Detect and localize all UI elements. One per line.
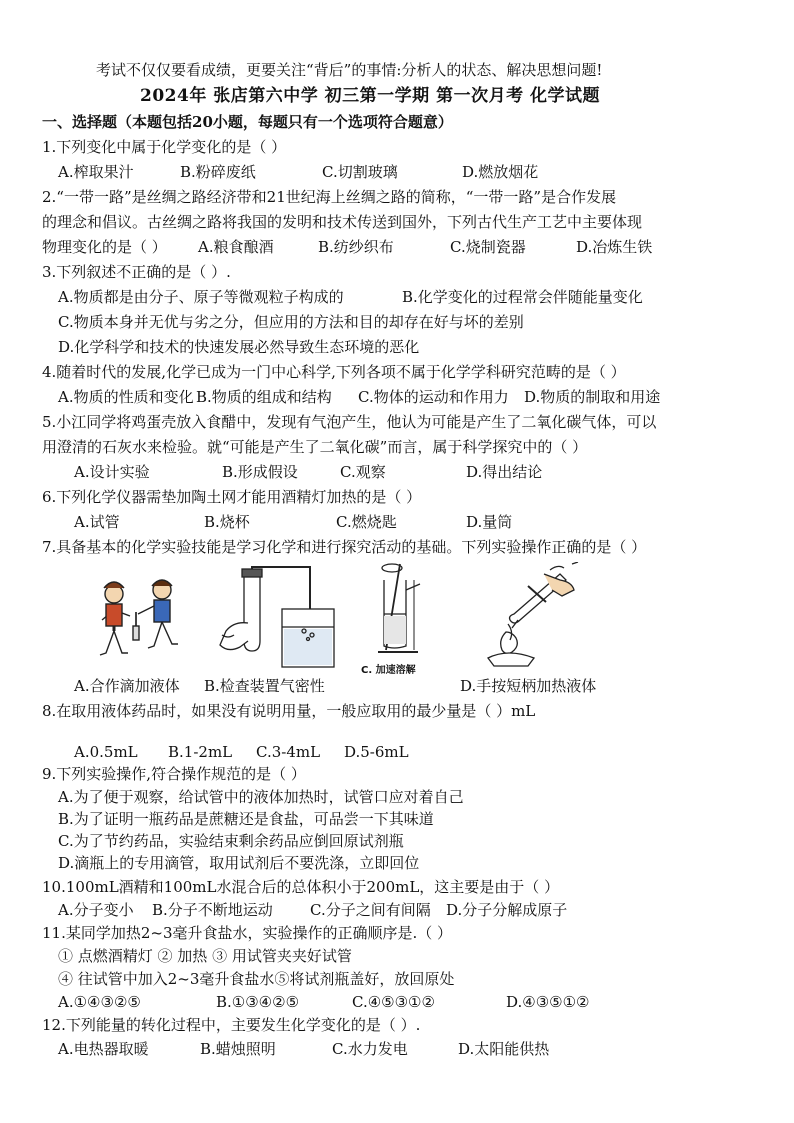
q11-option-b: B.①③④②⑤ bbox=[216, 993, 300, 1011]
q11-steps-line-1: ① 点燃酒精灯 ② 加热 ③ 用试管夹夹好试管 bbox=[58, 947, 352, 965]
q7-stem: 7.具备基本的化学实验技能是学习化学和进行探究活动的基础。下列实验操作正确的是（ ） bbox=[42, 538, 647, 556]
q3-option-c: C.物质本身并无优与劣之分，但应用的方法和目的却存在好与坏的差别 bbox=[58, 313, 524, 331]
q3-option-b: B.化学变化的过程常会伴随能量变化 bbox=[402, 288, 643, 306]
q2-option-d: D.冶炼生铁 bbox=[576, 238, 653, 256]
q8-option-c: C.3-4mL bbox=[256, 743, 321, 761]
q3-option-a: A.物质都是由分子、原子等微观粒子构成的 bbox=[58, 288, 344, 306]
motto: 考试不仅仅要看成绩，更要关注“背后”的事情:分析人的状态、解决思想问题! bbox=[96, 61, 603, 79]
q2-option-b: B.纺纱织布 bbox=[318, 238, 394, 256]
q12-option-d: D.太阳能供热 bbox=[458, 1040, 550, 1058]
q5-option-d: D.得出结论 bbox=[466, 463, 543, 481]
heating-test-tube-figure bbox=[474, 562, 586, 668]
q12-stem: 12.下列能量的转化过程中，主要发生化学变化的是（ ）. bbox=[42, 1016, 421, 1034]
q12-option-c: C.水力发电 bbox=[332, 1040, 408, 1058]
q5-option-c: C.观察 bbox=[340, 463, 386, 481]
q9-stem: 9.下列实验操作,符合操作规范的是（ ） bbox=[42, 765, 306, 783]
q12-option-a: A.电热器取暖 bbox=[58, 1040, 149, 1058]
q3-option-d: D.化学科学和技术的快速发展必然导致生态环境的恶化 bbox=[58, 338, 420, 356]
q8-option-b: B.1-2mL bbox=[168, 743, 233, 761]
q2-line-2: 的理念和倡议。古丝绸之路将我国的发明和技术传送到国外，下列古代生产工艺中主要体现 bbox=[42, 213, 643, 231]
q9-option-d: D.滴瓶上的专用滴管，取用试剂后不要洗涤，立即回位 bbox=[58, 854, 420, 872]
q7-option-a: A.合作滴加液体 bbox=[74, 677, 180, 695]
q9-option-a: A.为了便于观察，给试管中的液体加热时，试管口应对着自己 bbox=[58, 788, 464, 806]
airtightness-check-figure bbox=[212, 563, 352, 675]
q3-stem: 3.下列叙述不正确的是（ ）. bbox=[42, 263, 231, 281]
q11-stem: 11.某同学加热2~3毫升食盐水，实验操作的正确顺序是.（ ） bbox=[42, 924, 453, 942]
q1-option-d: D.燃放烟花 bbox=[462, 163, 539, 181]
q4-option-a: A.物质的性质和变化 bbox=[58, 388, 194, 406]
q7-option-b: B.检查装置气密性 bbox=[204, 677, 325, 695]
dissolving-stir-figure bbox=[370, 560, 440, 660]
q4-option-d: D.物质的制取和用途 bbox=[524, 388, 661, 406]
q1-option-a: A.榨取果汁 bbox=[58, 163, 134, 181]
q2-line-1: 2.“一带一路”是丝绸之路经济带和21世纪海上丝绸之路的简称，“一带一路”是合作发展 bbox=[42, 188, 617, 206]
q9-option-b: B.为了证明一瓶药品是蔗糖还是食盐，可品尝一下其味道 bbox=[58, 810, 434, 828]
q4-stem: 4.随着时代的发展,化学已成为一门中心科学,下列各项不属于化学学科研究范畴的是（ ） bbox=[42, 363, 626, 381]
q11-steps-line-2: ④ 往试管中加入2~3毫升食盐水⑤将试剂瓶盖好，放回原处 bbox=[58, 970, 455, 988]
section-heading: 一、选择题（本题包括20小题，每题只有一个选项符合题意） bbox=[42, 113, 453, 131]
q6-option-d: D.量筒 bbox=[466, 513, 513, 531]
q5-line-2: 用澄清的石灰水来检验。就“可能是产生了二氧化碳”而言，属于科学探究中的（ ） bbox=[42, 438, 588, 456]
q10-option-a: A.分子变小 bbox=[58, 901, 134, 919]
q8-option-d: D.5-6mL bbox=[344, 743, 409, 761]
q10-stem: 10.100mL酒精和100mL水混合后的总体积小于200mL，这主要是由于（ ） bbox=[42, 878, 560, 896]
q10-option-c: C.分子之间有间隔 bbox=[310, 901, 431, 919]
q2-line-3: 物理变化的是（ ） bbox=[42, 238, 167, 256]
q5-option-a: A.设计实验 bbox=[74, 463, 150, 481]
q1-stem: 1.下列变化中属于化学变化的是（ ） bbox=[42, 138, 287, 156]
exam-title: 2024年 张店第六中学 初三第一学期 第一次月考 化学试题 bbox=[140, 86, 600, 106]
q6-stem: 6.下列化学仪器需垫加陶土网才能用酒精灯加热的是（ ） bbox=[42, 488, 422, 506]
q10-option-b: B.分子不断地运动 bbox=[152, 901, 273, 919]
q7-option-d: D.手按短柄加热液体 bbox=[460, 677, 597, 695]
q4-option-c: C.物体的运动和作用力 bbox=[358, 388, 509, 406]
q2-option-a: A.粮食酿酒 bbox=[198, 238, 274, 256]
q6-option-b: B.烧杯 bbox=[204, 513, 250, 531]
q6-option-a: A.试管 bbox=[74, 513, 120, 531]
q5-line-1: 5.小江同学将鸡蛋壳放入食醋中，发现有气泡产生，他认为可能是产生了二氧化碳气体，可以 bbox=[42, 413, 657, 431]
q10-option-d: D.分子分解成原子 bbox=[446, 901, 568, 919]
q4-option-b: B.物质的组成和结构 bbox=[196, 388, 332, 406]
q11-option-d: D.④③⑤①② bbox=[506, 993, 590, 1011]
q11-option-a: A.①④③②⑤ bbox=[58, 993, 141, 1011]
q12-option-b: B.蜡烛照明 bbox=[200, 1040, 276, 1058]
q8-stem: 8.在取用液体药品时，如果没有说明用量，一般应取用的最少量是（ ）mL bbox=[42, 702, 536, 720]
q11-option-c: C.④⑤③①② bbox=[352, 993, 435, 1011]
q7-caption-c: C. 加速溶解 bbox=[361, 665, 416, 676]
kids-dropping-liquid-figure bbox=[92, 572, 192, 668]
q8-option-a: A.0.5mL bbox=[74, 743, 138, 761]
q6-option-c: C.燃烧匙 bbox=[336, 513, 397, 531]
q1-option-b: B.粉碎废纸 bbox=[180, 163, 256, 181]
q9-option-c: C.为了节约药品，实验结束剩余药品应倒回原试剂瓶 bbox=[58, 832, 404, 850]
q1-option-c: C.切割玻璃 bbox=[322, 163, 398, 181]
q5-option-b: B.形成假设 bbox=[222, 463, 298, 481]
q2-option-c: C.烧制瓷器 bbox=[450, 238, 526, 256]
